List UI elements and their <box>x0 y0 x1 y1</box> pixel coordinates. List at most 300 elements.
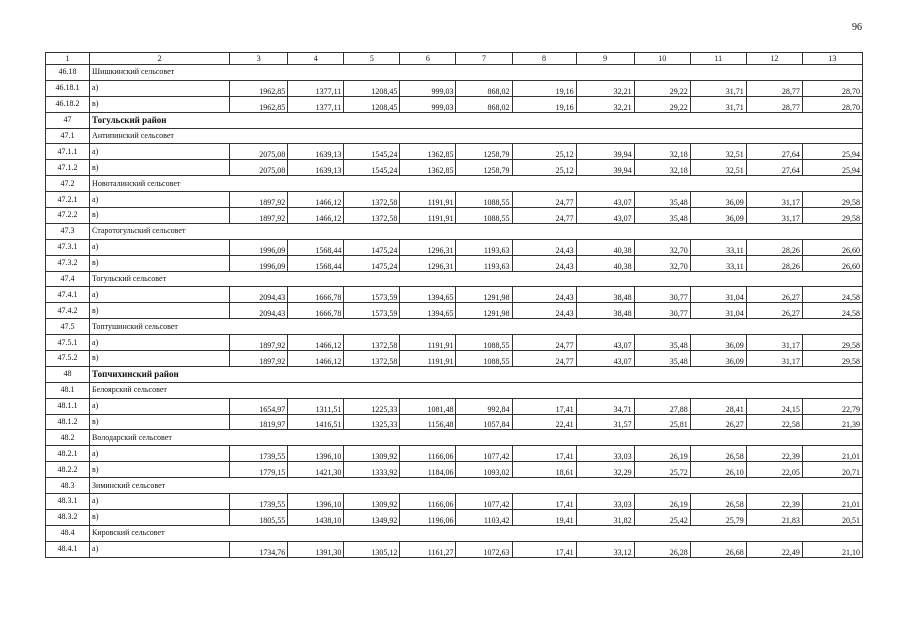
value-cell: 26,19 <box>634 494 690 510</box>
value-cell: 38,48 <box>576 303 634 319</box>
value-cell: 1193,63 <box>456 255 512 271</box>
value-cell: 27,64 <box>746 160 802 176</box>
table-row <box>46 160 863 176</box>
value-cell: 24,77 <box>512 192 576 208</box>
value-cell: 1208,45 <box>344 80 400 96</box>
value-cell: 1466,12 <box>288 335 344 351</box>
value-cell: 1258,79 <box>456 160 512 176</box>
row-number: 48.4.1 <box>46 541 90 557</box>
value-cell: 26,19 <box>634 446 690 462</box>
value-cell: 33,03 <box>576 446 634 462</box>
value-cell: 1309,92 <box>344 446 400 462</box>
value-cell: 26,58 <box>690 494 746 510</box>
district-row <box>46 112 863 128</box>
row-number: 47.3 <box>46 223 90 239</box>
value-cell: 1466,12 <box>288 351 344 367</box>
settlement-row <box>46 525 863 541</box>
value-cell: 19,16 <box>512 96 576 112</box>
value-cell: 868,02 <box>456 96 512 112</box>
settlement-row <box>46 478 863 494</box>
column-header: 13 <box>802 53 862 65</box>
value-cell: 25,42 <box>634 509 690 525</box>
settlement-name: Кировский сельсовет <box>90 525 863 541</box>
table-row <box>46 541 863 557</box>
value-cell: 40,38 <box>576 239 634 255</box>
value-cell: 1088,55 <box>456 351 512 367</box>
column-header: 5 <box>344 53 400 65</box>
value-cell: 1779,15 <box>230 462 288 478</box>
value-cell: 25,12 <box>512 144 576 160</box>
row-number: 46.18.1 <box>46 80 90 96</box>
value-cell: 1466,12 <box>288 192 344 208</box>
row-number: 48.1 <box>46 382 90 398</box>
value-cell: 31,17 <box>746 351 802 367</box>
value-cell: 1372,58 <box>344 192 400 208</box>
column-header: 12 <box>746 53 802 65</box>
row-label: а) <box>90 494 230 510</box>
row-label: а) <box>90 541 230 557</box>
value-cell: 1333,92 <box>344 462 400 478</box>
value-cell: 22,79 <box>802 398 862 414</box>
value-cell: 26,28 <box>634 541 690 557</box>
value-cell: 1291,98 <box>456 303 512 319</box>
row-number: 46.18 <box>46 65 90 81</box>
value-cell: 32,18 <box>634 160 690 176</box>
value-cell: 34,71 <box>576 398 634 414</box>
settlement-name: Антипинский сельсовет <box>90 128 863 144</box>
value-cell: 31,04 <box>690 303 746 319</box>
value-cell: 1394,65 <box>400 287 456 303</box>
value-cell: 1639,13 <box>288 144 344 160</box>
value-cell: 1391,30 <box>288 541 344 557</box>
value-cell: 43,07 <box>576 351 634 367</box>
table-row <box>46 446 863 462</box>
value-cell: 1416,51 <box>288 414 344 430</box>
value-cell: 1296,31 <box>400 239 456 255</box>
table-body <box>46 65 863 558</box>
value-cell: 1193,63 <box>456 239 512 255</box>
value-cell: 1897,92 <box>230 192 288 208</box>
settlement-row <box>46 271 863 287</box>
value-cell: 25,79 <box>690 509 746 525</box>
settlement-name: Шишкинский сельсовет <box>90 65 863 81</box>
column-header-row <box>46 53 863 65</box>
district-name: Топчихинский район <box>90 366 863 382</box>
table-row <box>46 398 863 414</box>
row-number: 48.2 <box>46 430 90 446</box>
row-number: 47.2.1 <box>46 192 90 208</box>
value-cell: 1573,59 <box>344 287 400 303</box>
value-cell: 24,58 <box>802 303 862 319</box>
value-cell: 29,22 <box>634 80 690 96</box>
value-cell: 31,04 <box>690 287 746 303</box>
row-label: в) <box>90 208 230 224</box>
table-row <box>46 494 863 510</box>
table-row <box>46 239 863 255</box>
row-number: 48.1.2 <box>46 414 90 430</box>
value-cell: 21,83 <box>746 509 802 525</box>
value-cell: 17,41 <box>512 398 576 414</box>
value-cell: 1088,55 <box>456 335 512 351</box>
value-cell: 27,88 <box>634 398 690 414</box>
value-cell: 33,03 <box>576 494 634 510</box>
row-label: в) <box>90 509 230 525</box>
value-cell: 1739,55 <box>230 494 288 510</box>
value-cell: 22,05 <box>746 462 802 478</box>
value-cell: 1057,84 <box>456 414 512 430</box>
settlement-name: Белоярский сельсовет <box>90 382 863 398</box>
settlement-name: Старотогульский сельсовет <box>90 223 863 239</box>
value-cell: 36,09 <box>690 192 746 208</box>
row-number: 48.3.2 <box>46 509 90 525</box>
value-cell: 1666,78 <box>288 303 344 319</box>
row-label: а) <box>90 398 230 414</box>
value-cell: 1475,24 <box>344 255 400 271</box>
value-cell: 1362,85 <box>400 144 456 160</box>
value-cell: 1962,85 <box>230 96 288 112</box>
value-cell: 35,48 <box>634 351 690 367</box>
column-header: 11 <box>690 53 746 65</box>
value-cell: 19,16 <box>512 80 576 96</box>
row-label: а) <box>90 287 230 303</box>
value-cell: 32,21 <box>576 80 634 96</box>
value-cell: 2075,08 <box>230 160 288 176</box>
row-number: 47.3.1 <box>46 239 90 255</box>
row-label: а) <box>90 446 230 462</box>
column-header: 10 <box>634 53 690 65</box>
value-cell: 1191,91 <box>400 192 456 208</box>
row-number: 47.5.2 <box>46 351 90 367</box>
value-cell: 1184,06 <box>400 462 456 478</box>
value-cell: 1897,92 <box>230 208 288 224</box>
row-number: 47.2 <box>46 176 90 192</box>
column-header: 4 <box>288 53 344 65</box>
settlement-name: Володарский сельсовет <box>90 430 863 446</box>
value-cell: 39,94 <box>576 160 634 176</box>
value-cell: 24,43 <box>512 287 576 303</box>
value-cell: 43,07 <box>576 208 634 224</box>
value-cell: 36,09 <box>690 335 746 351</box>
value-cell: 22,58 <box>746 414 802 430</box>
value-cell: 1897,92 <box>230 335 288 351</box>
value-cell: 31,17 <box>746 208 802 224</box>
value-cell: 1394,65 <box>400 303 456 319</box>
table-row <box>46 255 863 271</box>
value-cell: 1309,92 <box>344 494 400 510</box>
table-row <box>46 192 863 208</box>
table-row <box>46 208 863 224</box>
value-cell: 1225,33 <box>344 398 400 414</box>
value-cell: 21,01 <box>802 494 862 510</box>
table-row <box>46 303 863 319</box>
value-cell: 19,41 <box>512 509 576 525</box>
value-cell: 26,27 <box>690 414 746 430</box>
value-cell: 1819,97 <box>230 414 288 430</box>
value-cell: 28,77 <box>746 96 802 112</box>
value-cell: 32,18 <box>634 144 690 160</box>
row-label: в) <box>90 351 230 367</box>
column-header: 7 <box>456 53 512 65</box>
value-cell: 30,77 <box>634 303 690 319</box>
value-cell: 30,77 <box>634 287 690 303</box>
value-cell: 1291,98 <box>456 287 512 303</box>
column-header: 6 <box>400 53 456 65</box>
value-cell: 1208,45 <box>344 96 400 112</box>
table-row <box>46 462 863 478</box>
value-cell: 1377,11 <box>288 80 344 96</box>
value-cell: 28,70 <box>802 96 862 112</box>
value-cell: 24,77 <box>512 335 576 351</box>
row-number: 47.1 <box>46 128 90 144</box>
value-cell: 17,41 <box>512 494 576 510</box>
row-number: 47.5.1 <box>46 335 90 351</box>
value-cell: 1475,24 <box>344 239 400 255</box>
value-cell: 24,77 <box>512 208 576 224</box>
value-cell: 1296,31 <box>400 255 456 271</box>
value-cell: 33,12 <box>576 541 634 557</box>
value-cell: 32,70 <box>634 255 690 271</box>
value-cell: 32,70 <box>634 239 690 255</box>
value-cell: 33,11 <box>690 239 746 255</box>
value-cell: 22,49 <box>746 541 802 557</box>
value-cell: 1421,30 <box>288 462 344 478</box>
value-cell: 26,27 <box>746 287 802 303</box>
value-cell: 17,41 <box>512 541 576 557</box>
settlement-name: Тогульский сельсовет <box>90 271 863 287</box>
value-cell: 27,64 <box>746 144 802 160</box>
row-label: в) <box>90 462 230 478</box>
value-cell: 1466,12 <box>288 208 344 224</box>
value-cell: 1639,13 <box>288 160 344 176</box>
value-cell: 21,10 <box>802 541 862 557</box>
value-cell: 1734,76 <box>230 541 288 557</box>
column-header: 2 <box>90 53 230 65</box>
value-cell: 1573,59 <box>344 303 400 319</box>
value-cell: 1962,85 <box>230 80 288 96</box>
value-cell: 1545,24 <box>344 144 400 160</box>
row-number: 48.3.1 <box>46 494 90 510</box>
value-cell: 1568,44 <box>288 239 344 255</box>
column-header: 8 <box>512 53 576 65</box>
row-number: 47.3.2 <box>46 255 90 271</box>
value-cell: 43,07 <box>576 192 634 208</box>
column-header: 9 <box>576 53 634 65</box>
value-cell: 29,58 <box>802 192 862 208</box>
value-cell: 36,09 <box>690 208 746 224</box>
value-cell: 26,58 <box>690 446 746 462</box>
row-number: 47 <box>46 112 90 128</box>
settlement-row <box>46 223 863 239</box>
value-cell: 1103,42 <box>456 509 512 525</box>
value-cell: 32,51 <box>690 144 746 160</box>
value-cell: 32,29 <box>576 462 634 478</box>
value-cell: 1996,09 <box>230 239 288 255</box>
value-cell: 24,77 <box>512 351 576 367</box>
value-cell: 1396,10 <box>288 494 344 510</box>
value-cell: 1081,48 <box>400 398 456 414</box>
value-cell: 1191,91 <box>400 351 456 367</box>
value-cell: 21,01 <box>802 446 862 462</box>
value-cell: 40,38 <box>576 255 634 271</box>
value-cell: 1372,58 <box>344 351 400 367</box>
value-cell: 29,58 <box>802 208 862 224</box>
value-cell: 1805,55 <box>230 509 288 525</box>
table-row <box>46 96 863 112</box>
value-cell: 1311,51 <box>288 398 344 414</box>
value-cell: 20,51 <box>802 509 862 525</box>
value-cell: 29,22 <box>634 96 690 112</box>
value-cell: 24,43 <box>512 255 576 271</box>
district-row <box>46 366 863 382</box>
value-cell: 17,41 <box>512 446 576 462</box>
row-label: в) <box>90 303 230 319</box>
settlement-row <box>46 176 863 192</box>
value-cell: 22,41 <box>512 414 576 430</box>
table-row <box>46 80 863 96</box>
value-cell: 1897,92 <box>230 351 288 367</box>
table-row <box>46 509 863 525</box>
row-label: а) <box>90 80 230 96</box>
value-cell: 31,17 <box>746 335 802 351</box>
row-number: 48.1.1 <box>46 398 90 414</box>
row-number: 47.1.1 <box>46 144 90 160</box>
row-number: 48.2.2 <box>46 462 90 478</box>
value-cell: 25,72 <box>634 462 690 478</box>
value-cell: 1545,24 <box>344 160 400 176</box>
settlement-name: Новоталинский сельсовет <box>90 176 863 192</box>
value-cell: 31,82 <box>576 509 634 525</box>
value-cell: 1377,11 <box>288 96 344 112</box>
value-cell: 22,39 <box>746 446 802 462</box>
settlement-row <box>46 128 863 144</box>
value-cell: 24,15 <box>746 398 802 414</box>
row-label: а) <box>90 335 230 351</box>
table-row <box>46 144 863 160</box>
value-cell: 1258,79 <box>456 144 512 160</box>
row-number: 48.2.1 <box>46 446 90 462</box>
value-cell: 35,48 <box>634 335 690 351</box>
settlement-name: Зиминский сельсовет <box>90 478 863 494</box>
settlement-row <box>46 319 863 335</box>
page-number: 96 <box>852 22 862 33</box>
value-cell: 25,94 <box>802 160 862 176</box>
value-cell: 1196,06 <box>400 509 456 525</box>
value-cell: 2094,43 <box>230 287 288 303</box>
row-number: 48 <box>46 366 90 382</box>
value-cell: 1072,63 <box>456 541 512 557</box>
value-cell: 25,81 <box>634 414 690 430</box>
value-cell: 999,03 <box>400 96 456 112</box>
value-cell: 32,51 <box>690 160 746 176</box>
value-cell: 1325,33 <box>344 414 400 430</box>
value-cell: 1438,10 <box>288 509 344 525</box>
tariff-table <box>45 52 863 558</box>
value-cell: 22,39 <box>746 494 802 510</box>
value-cell: 28,70 <box>802 80 862 96</box>
settlement-row <box>46 65 863 81</box>
value-cell: 43,07 <box>576 335 634 351</box>
value-cell: 1166,06 <box>400 446 456 462</box>
value-cell: 35,48 <box>634 192 690 208</box>
value-cell: 1093,02 <box>456 462 512 478</box>
value-cell: 1362,85 <box>400 160 456 176</box>
value-cell: 24,58 <box>802 287 862 303</box>
value-cell: 2075,08 <box>230 144 288 160</box>
value-cell: 1156,48 <box>400 414 456 430</box>
value-cell: 1568,44 <box>288 255 344 271</box>
table-row <box>46 351 863 367</box>
value-cell: 1077,42 <box>456 446 512 462</box>
value-cell: 26,10 <box>690 462 746 478</box>
value-cell: 20,71 <box>802 462 862 478</box>
row-label: в) <box>90 96 230 112</box>
value-cell: 32,21 <box>576 96 634 112</box>
value-cell: 26,27 <box>746 303 802 319</box>
table-row <box>46 287 863 303</box>
value-cell: 31,17 <box>746 192 802 208</box>
row-label: а) <box>90 144 230 160</box>
column-header: 1 <box>46 53 90 65</box>
row-number: 47.4 <box>46 271 90 287</box>
row-number: 47.1.2 <box>46 160 90 176</box>
value-cell: 1191,91 <box>400 208 456 224</box>
value-cell: 38,48 <box>576 287 634 303</box>
value-cell: 1088,55 <box>456 208 512 224</box>
value-cell: 28,26 <box>746 239 802 255</box>
row-number: 47.4.2 <box>46 303 90 319</box>
value-cell: 31,71 <box>690 96 746 112</box>
district-name: Тогульский район <box>90 112 863 128</box>
value-cell: 1372,58 <box>344 208 400 224</box>
value-cell: 18,61 <box>512 462 576 478</box>
value-cell: 1654,97 <box>230 398 288 414</box>
value-cell: 36,09 <box>690 351 746 367</box>
value-cell: 1088,55 <box>456 192 512 208</box>
value-cell: 1191,91 <box>400 335 456 351</box>
column-header: 3 <box>230 53 288 65</box>
value-cell: 1396,10 <box>288 446 344 462</box>
value-cell: 999,03 <box>400 80 456 96</box>
value-cell: 28,77 <box>746 80 802 96</box>
value-cell: 35,48 <box>634 208 690 224</box>
value-cell: 26,68 <box>690 541 746 557</box>
row-number: 48.3 <box>46 478 90 494</box>
value-cell: 1739,55 <box>230 446 288 462</box>
value-cell: 1666,78 <box>288 287 344 303</box>
settlement-row <box>46 430 863 446</box>
value-cell: 1996,09 <box>230 255 288 271</box>
value-cell: 24,43 <box>512 303 576 319</box>
value-cell: 33,11 <box>690 255 746 271</box>
value-cell: 21,39 <box>802 414 862 430</box>
row-label: а) <box>90 239 230 255</box>
value-cell: 1161,27 <box>400 541 456 557</box>
row-number: 46.18.2 <box>46 96 90 112</box>
value-cell: 29,58 <box>802 335 862 351</box>
value-cell: 25,12 <box>512 160 576 176</box>
row-number: 47.2.2 <box>46 208 90 224</box>
row-label: в) <box>90 255 230 271</box>
row-label: в) <box>90 160 230 176</box>
value-cell: 28,41 <box>690 398 746 414</box>
row-label: а) <box>90 192 230 208</box>
value-cell: 2094,43 <box>230 303 288 319</box>
value-cell: 28,26 <box>746 255 802 271</box>
row-label: в) <box>90 414 230 430</box>
value-cell: 26,60 <box>802 239 862 255</box>
row-number: 48.4 <box>46 525 90 541</box>
table-row <box>46 335 863 351</box>
